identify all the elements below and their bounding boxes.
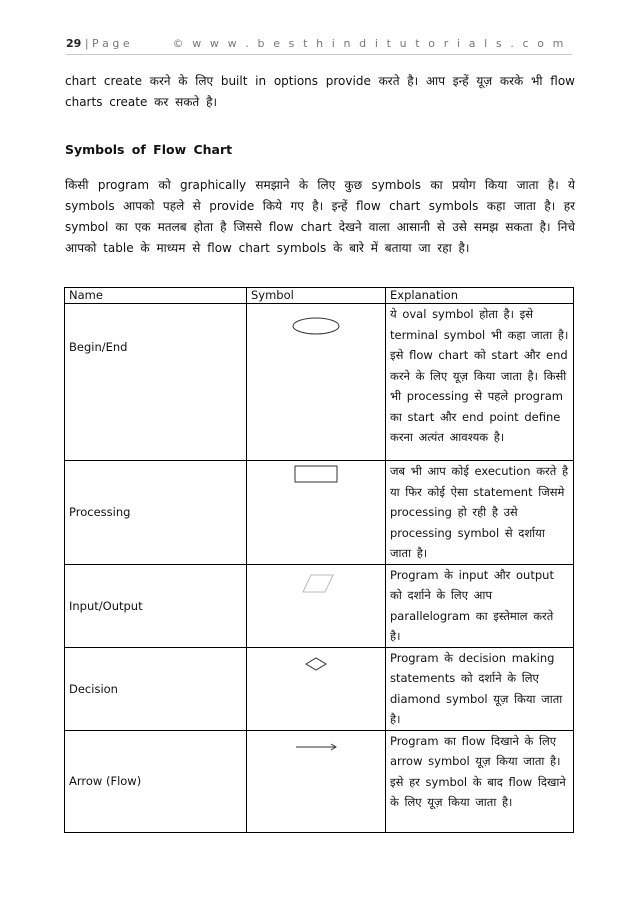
table-row	[65, 730, 574, 832]
row-name: Decision	[65, 647, 247, 730]
row-name: Input/Output	[65, 564, 247, 647]
row-explanation: Program के decision making statements को दर्शाने के लिए diamond symbol यूज़ किया जाता है।	[386, 647, 574, 730]
row-explanation: Program का flow दिखाने के लिए arrow symbol यूज़ किया जाता है। इसे हर symbol के बाद flow दिखाने के लिए यूज़ किया जाता है।	[386, 730, 574, 832]
rectangle-symbol-icon	[247, 461, 386, 565]
row-explanation: ये oval symbol होता है। इसे terminal symbol भी कहा जाता है। इसे flow chart को start और end करने के लिए यूज़ किया जाता है। किसी भी processing से पहले program का start और end point define करना अत्यंत आवश्यक है।	[386, 304, 574, 461]
oval-symbol-icon	[247, 304, 386, 461]
arrow-symbol-icon	[247, 730, 386, 832]
page-header	[66, 36, 572, 55]
section-paragraph: किसी program को graphically समझाने के लिए कुछ symbols का प्रयोग किया जाता है। ये symbols आपको पहले से provide किये गए है। इन्हें flow chart symbols कहा जाता है। हर symbol का एक मतलब होता है जिससे flow chart देखने वाला आसानी से उसे समझ सकता है। निचे आपको table के माध्यम से flow chart symbols के बारे में बताया जा रहा है।	[65, 178, 575, 255]
section-heading: Symbols of Flow Chart	[65, 142, 233, 157]
parallelogram-symbol-icon	[247, 564, 386, 647]
table-row	[65, 564, 574, 647]
table-row	[65, 304, 574, 461]
header-name: Name	[65, 288, 247, 304]
row-explanation: Program के input और output को दर्शाने के लिए आप parallelogram का इस्तेमाल करते है।	[386, 564, 574, 647]
row-name: Arrow (Flow)	[65, 730, 247, 832]
row-explanation: जब भी आप कोई execution करते है या फिर कोई ऐसा statement जिसमे processing हो रही है उसे processing symbol से दर्शाया जाता है।	[386, 461, 574, 565]
row-name: Begin/End	[65, 304, 247, 461]
diamond-symbol-icon	[247, 647, 386, 730]
row-name: Processing	[65, 461, 247, 565]
table-row	[65, 647, 574, 730]
table-header-row	[65, 288, 574, 304]
header-explanation: Explanation	[386, 288, 574, 304]
intro-paragraph: chart create करने के लिए built in options provide करते है। आप इन्हें यूज़ करके भी flow charts create कर सकते है।	[65, 74, 575, 109]
symbols-table	[64, 287, 574, 833]
site-copyright: © w w w . b e s t h i n d i t u t o r i a l s . c o m	[172, 37, 566, 50]
table-row	[65, 461, 574, 565]
page-number: 29 | P a g e	[66, 37, 130, 50]
header-symbol: Symbol	[247, 288, 386, 304]
